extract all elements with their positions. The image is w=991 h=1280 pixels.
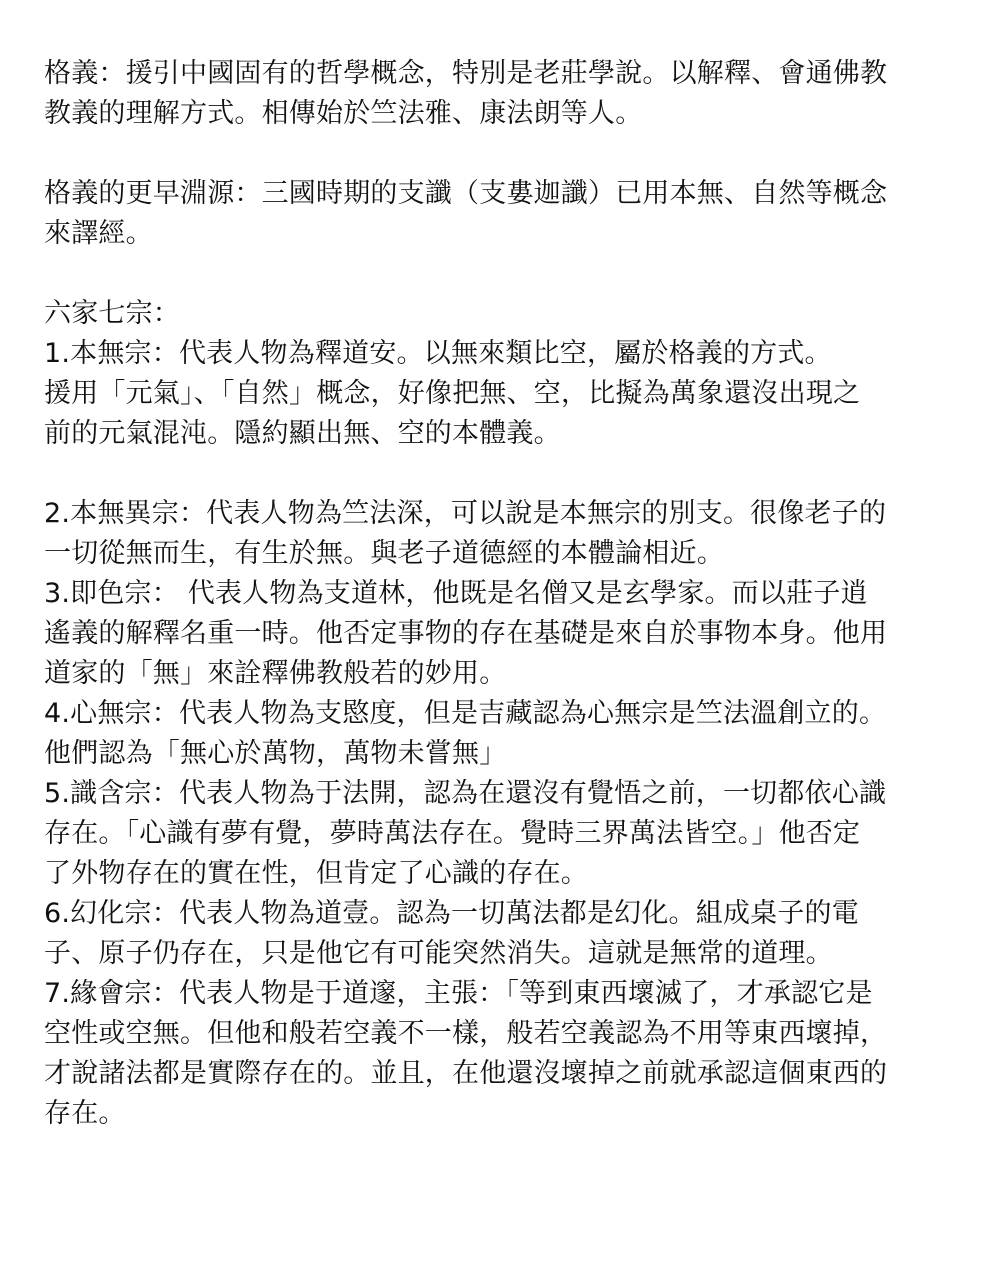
paragraph-spacer: [44, 454, 944, 494]
text-line: 格義的更早淵源：三國時期的支讖（支婁迦讖）已用本無、自然等概念: [44, 178, 888, 209]
text-line: 他們認為「無心於萬物，萬物未嘗無」: [44, 738, 507, 769]
text-line: 了外物存在的實在性，但肯定了心識的存在。: [44, 858, 588, 889]
paragraph-geyi-definition: [44, 54, 944, 134]
text-line: 6.幻化宗：代表人物為道壹。認為一切萬法都是幻化。組成桌子的電: [44, 898, 859, 929]
text-line: 道家的「無」來詮釋佛教般若的妙用。: [44, 658, 507, 689]
text-line: 才說諸法都是實際存在的。並且，在他還沒壞掉之前就承認這個東西的: [44, 1058, 888, 1089]
list-item-xinwu-school: [44, 694, 944, 774]
text-line: 前的元氣混沌。隱約顯出無、空的本體義。: [44, 418, 561, 449]
text-line: 3.即色宗： 代表人物為支道林，他既是名僧又是玄學家。而以莊子逍: [44, 578, 868, 609]
text-line: 格義：援引中國固有的哲學概念，特別是老莊學說。以解釋、會通佛教: [44, 58, 888, 89]
paragraph-geyi-origin: [44, 174, 944, 254]
text-line: 1.本無宗：代表人物為釋道安。以無來類比空，屬於格義的方式。: [44, 338, 832, 369]
list-item-yuanhui-school: [44, 974, 944, 1134]
text-line: 5.識含宗：代表人物為于法開，認為在還沒有覺悟之前，一切都依心識: [44, 778, 887, 809]
text-line: 存在。: [44, 1098, 126, 1129]
text-line: 來譯經。: [44, 218, 153, 249]
text-line: 空性或空無。但他和般若空義不一樣，般若空義認為不用等東西壞掉，: [44, 1018, 888, 1049]
section-six-schools-seven-sects: [44, 294, 944, 1134]
text-line: 子、原子仍存在，只是他它有可能突然消失。這就是無常的道理。: [44, 938, 833, 969]
list-item-benwu-school: [44, 334, 944, 454]
text-line: 遙義的解釋名重一時。他否定事物的存在基礎是來自於事物本身。他用: [44, 618, 888, 649]
list-item-huanhua-school: [44, 894, 944, 974]
list-item-jise-school: [44, 574, 944, 694]
text-line: 2.本無異宗：代表人物為竺法深，可以說是本無宗的別支。很像老子的: [44, 498, 887, 529]
text-line: 教義的理解方式。相傳始於竺法雅、康法朗等人。: [44, 98, 643, 129]
paragraph-spacer: [44, 134, 944, 174]
document-body: [44, 54, 944, 1134]
section-heading: 六家七宗：: [44, 298, 180, 329]
list-item-benwuyi-school: [44, 494, 944, 574]
text-line: 一切從無而生，有生於無。與老子道德經的本體論相近。: [44, 538, 724, 569]
text-line: 援用「元氣」、「自然」概念，好像把無、空，比擬為萬象還沒出現之: [44, 378, 861, 409]
list-item-shihan-school: [44, 774, 944, 894]
text-line: 4.心無宗：代表人物為支愍度，但是吉藏認為心無宗是竺法溫創立的。: [44, 698, 887, 729]
text-line: 存在。「心識有夢有覺，夢時萬法存在。覺時三界萬法皆空。」他否定: [44, 818, 861, 849]
text-line: 7.緣會宗：代表人物是于道邃，主張：「等到東西壞滅了，才承認它是: [44, 978, 873, 1009]
paragraph-spacer: [44, 254, 944, 294]
